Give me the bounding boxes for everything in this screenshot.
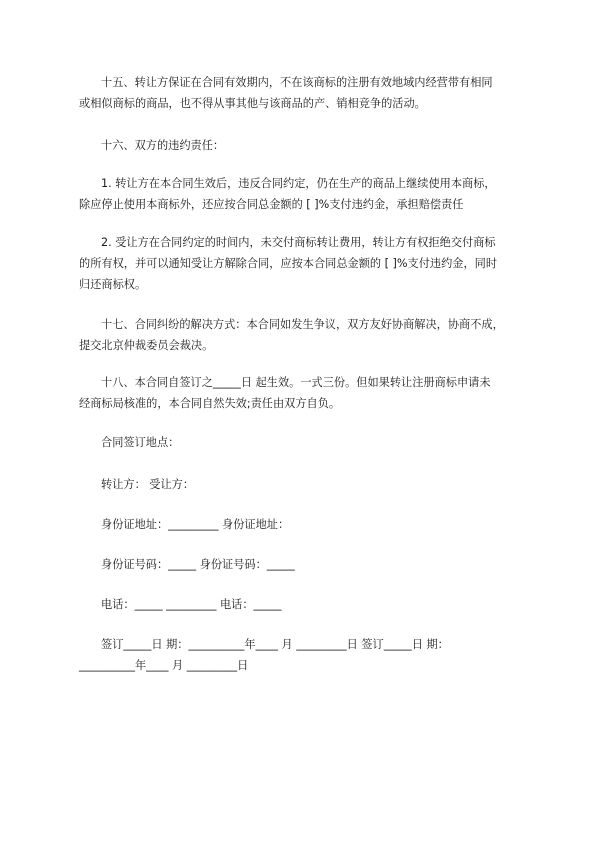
clause-15 [79,72,551,114]
signing-date-line-1: 签订_____日 期：__________年____ 月 _________日 签订_____日 期： [101,638,449,651]
clause-18 [79,372,551,414]
clause-16-title: 十六、双方的违约责任： [101,139,225,152]
clause-16-item-2-line-2: 的所有权，并可以通知受让方解除合同，应按本合同总金额的 [ ]%支付违约金，同时 [79,257,498,270]
signing-id-number: 身份证号码：_____ 身份证号码：_____ [101,558,295,571]
clause-16-item-2-line-3: 归还商标权。 [79,278,147,291]
signing-date [79,634,551,676]
clause-17-line-1: 十七、合同纠纷的解决方式：本合同如发生争议，双方友好协商解决，协商不成， [101,318,504,331]
clause-17 [79,314,551,356]
clause-16-item-1-line-1: 1. 转让方在本合同生效后，违反合同约定，仍在生产的商品上继续使用本商标， [101,177,496,190]
signing-address: 身份证地址：_________ 身份证地址： [101,518,290,531]
clause-16-item-2-line-1: 2. 受让方在合同约定的时间内，未交付商标转让费用，转让方有权拒绝交付商标 [101,236,496,249]
clause-16-item-1 [79,173,551,215]
signing-place: 合同签订地点： [101,436,180,449]
signing-date-line-2: __________年____ 月 _________日 [79,659,249,672]
clause-18-line-1: 十八、本合同自签订之_____日 起生效。一式三份。但如果转让注册商标申请未 [101,376,491,389]
clause-17-line-2: 提交北京仲裁委员会裁决。 [79,339,214,352]
signing-phone: 电话：_____ _________ 电话：_____ [101,598,282,611]
clause-16-item-2 [79,232,551,295]
clause-15-line-1: 十五、转让方保证在合同有效期内，不在该商标的注册有效地域内经营带有相同 [101,76,493,89]
clause-18-line-2: 经商标局核准的，本合同自然失效;责任由双方自负。 [79,397,341,410]
clause-16-item-1-line-2: 除应停止使用本商标外，还应按合同总金额的 [ ]%支付违约金，承担赔偿责任 [79,198,464,211]
signing-parties: 转让方： 受让方： [101,478,195,491]
clause-15-line-2: 或相似商标的商品，也不得从事其他与该商品的产、销相竞争的活动。 [79,97,426,110]
